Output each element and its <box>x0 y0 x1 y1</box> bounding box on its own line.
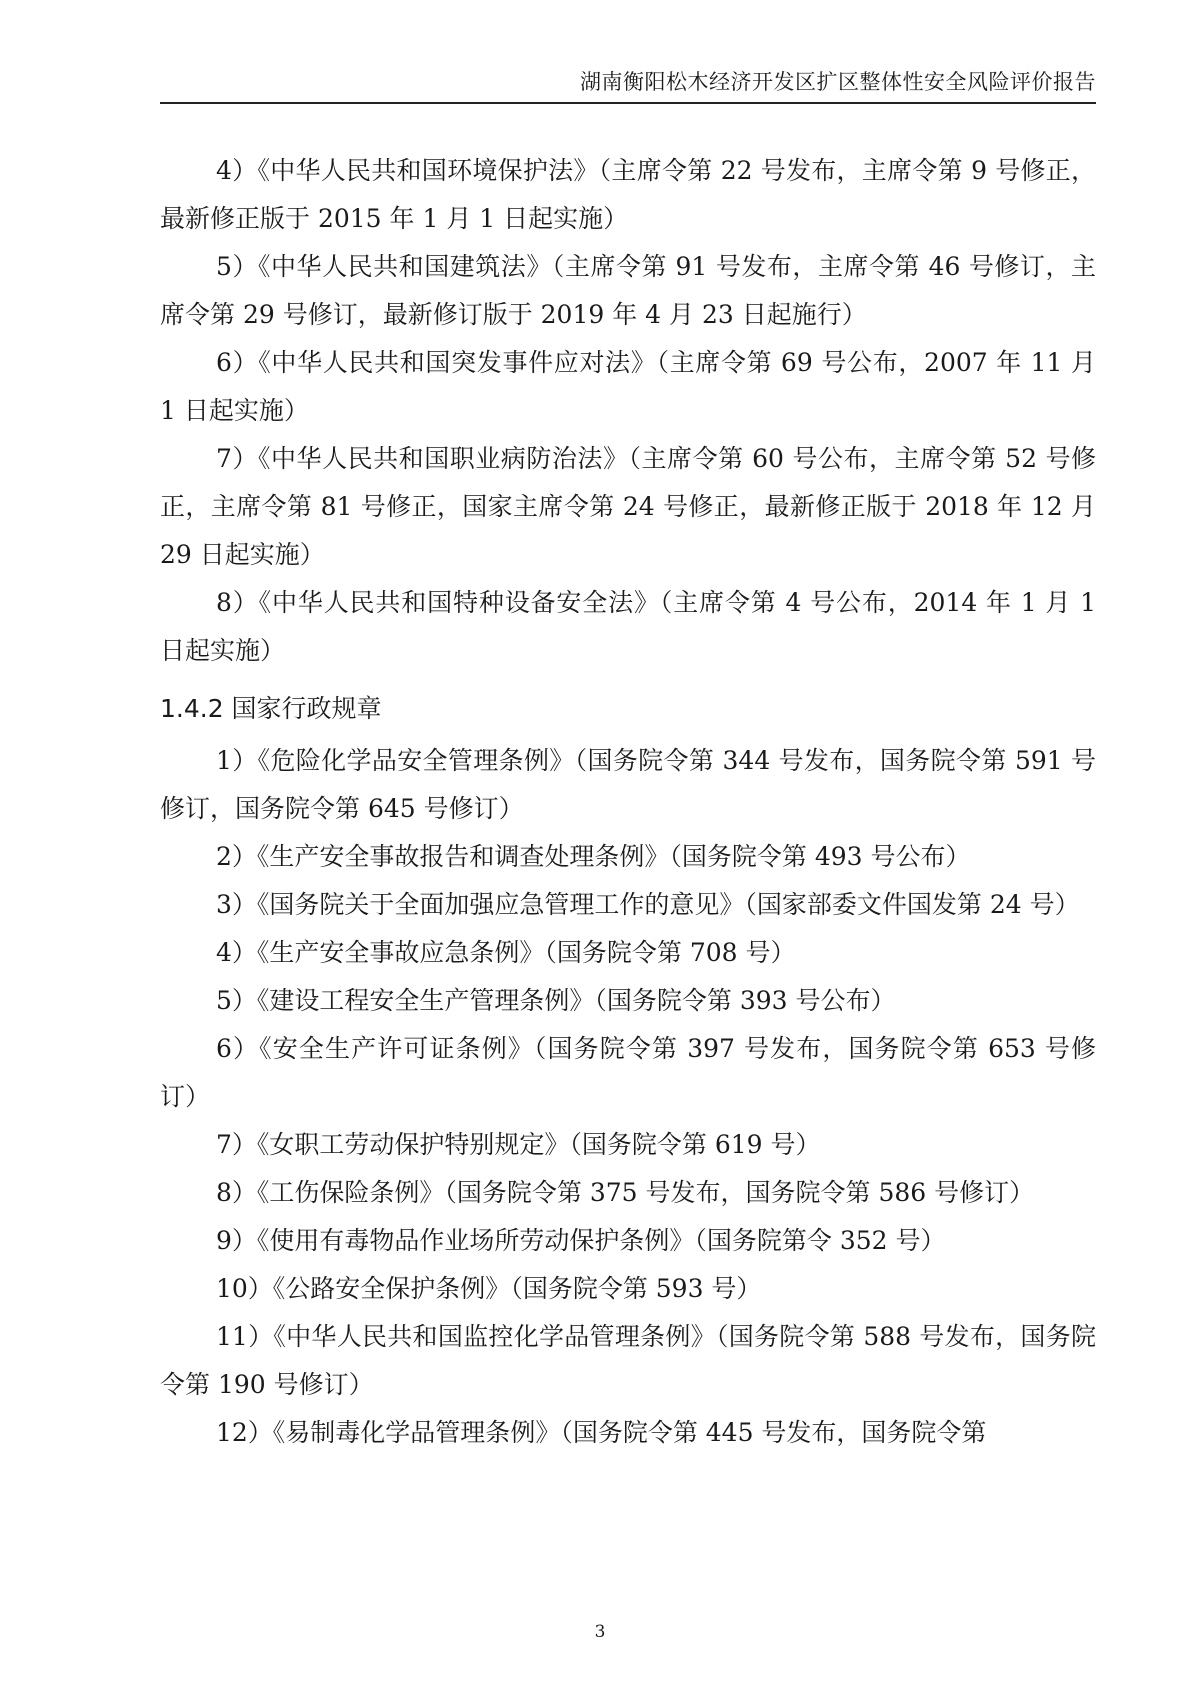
regulation-item-9: 9）《使用有毒物品作业场所劳动保护条例》（国务院第令 352 号） <box>216 1226 946 1255</box>
regulation-item-2: 2）《生产安全事故报告和调查处理条例》（国务院令第 493 号公布） <box>216 842 971 871</box>
report-title: 湖南衡阳松木经济开发区扩区整体性安全风险评价报告 <box>580 70 1096 94</box>
document-body <box>160 147 1096 1457</box>
regulation-item-12: 12）《易制毒化学品管理条例》（国务院令第 445 号发布，国务院令第 <box>216 1418 987 1447</box>
regulation-item-10: 10）《公路安全保护条例》（国务院令第 593 号） <box>216 1274 762 1303</box>
law-item-5: 5）《中华人民共和国建筑法》（主席令第 91 号发布，主席令第 46 号修订，主席令第 29 号修订，最新修订版于 2019 年 4 月 23 日起施行） <box>160 252 1096 329</box>
law-item-7: 7）《中华人民共和国职业病防治法》（主席令第 60 号公布，主席令第 52 号修正，主席令第 81 号修正，国家主席令第 24 号修正，最新修正版于 2018 年 12 月 29 日起实施） <box>160 444 1096 569</box>
regulation-item-11: 11）《中华人民共和国监控化学品管理条例》（国务院令第 588 号发布，国务院令第 190 号修订） <box>160 1322 1096 1399</box>
regulation-item-1: 1）《危险化学品安全管理条例》（国务院令第 344 号发布，国务院令第 591 号修订，国务院令第 645 号修订） <box>160 746 1096 823</box>
page-number: 3 <box>594 1622 606 1642</box>
regulation-item-3: 3）《国务院关于全面加强应急管理工作的意见》（国家部委文件国发第 24 号） <box>216 890 1080 919</box>
regulation-item-4: 4）《生产安全事故应急条例》（国务院令第 708 号） <box>216 938 796 967</box>
law-item-6: 6）《中华人民共和国突发事件应对法》（主席令第 69 号公布，2007 年 11 月 1 日起实施） <box>160 348 1096 425</box>
law-item-8: 8）《中华人民共和国特种设备安全法》（主席令第 4 号公布，2014 年 1 月 1 日起实施） <box>160 588 1096 665</box>
section-heading: 1.4.2 国家行政规章 <box>160 694 382 723</box>
regulation-item-5: 5）《建设工程安全生产管理条例》（国务院令第 393 号公布） <box>216 986 896 1015</box>
page-header <box>160 62 1096 104</box>
regulation-item-6: 6）《安全生产许可证条例》（国务院令第 397 号发布，国务院令第 653 号修订） <box>160 1034 1096 1111</box>
regulation-item-7: 7）《女职工劳动保护特别规定》（国务院令第 619 号） <box>216 1130 821 1159</box>
law-item-4: 4）《中华人民共和国环境保护法》（主席令第 22 号发布，主席令第 9 号修正，最新修正版于 2015 年 1 月 1 日起实施） <box>160 156 1096 233</box>
regulation-item-8: 8）《工伤保险条例》（国务院令第 375 号发布，国务院令第 586 号修订） <box>216 1178 1035 1207</box>
